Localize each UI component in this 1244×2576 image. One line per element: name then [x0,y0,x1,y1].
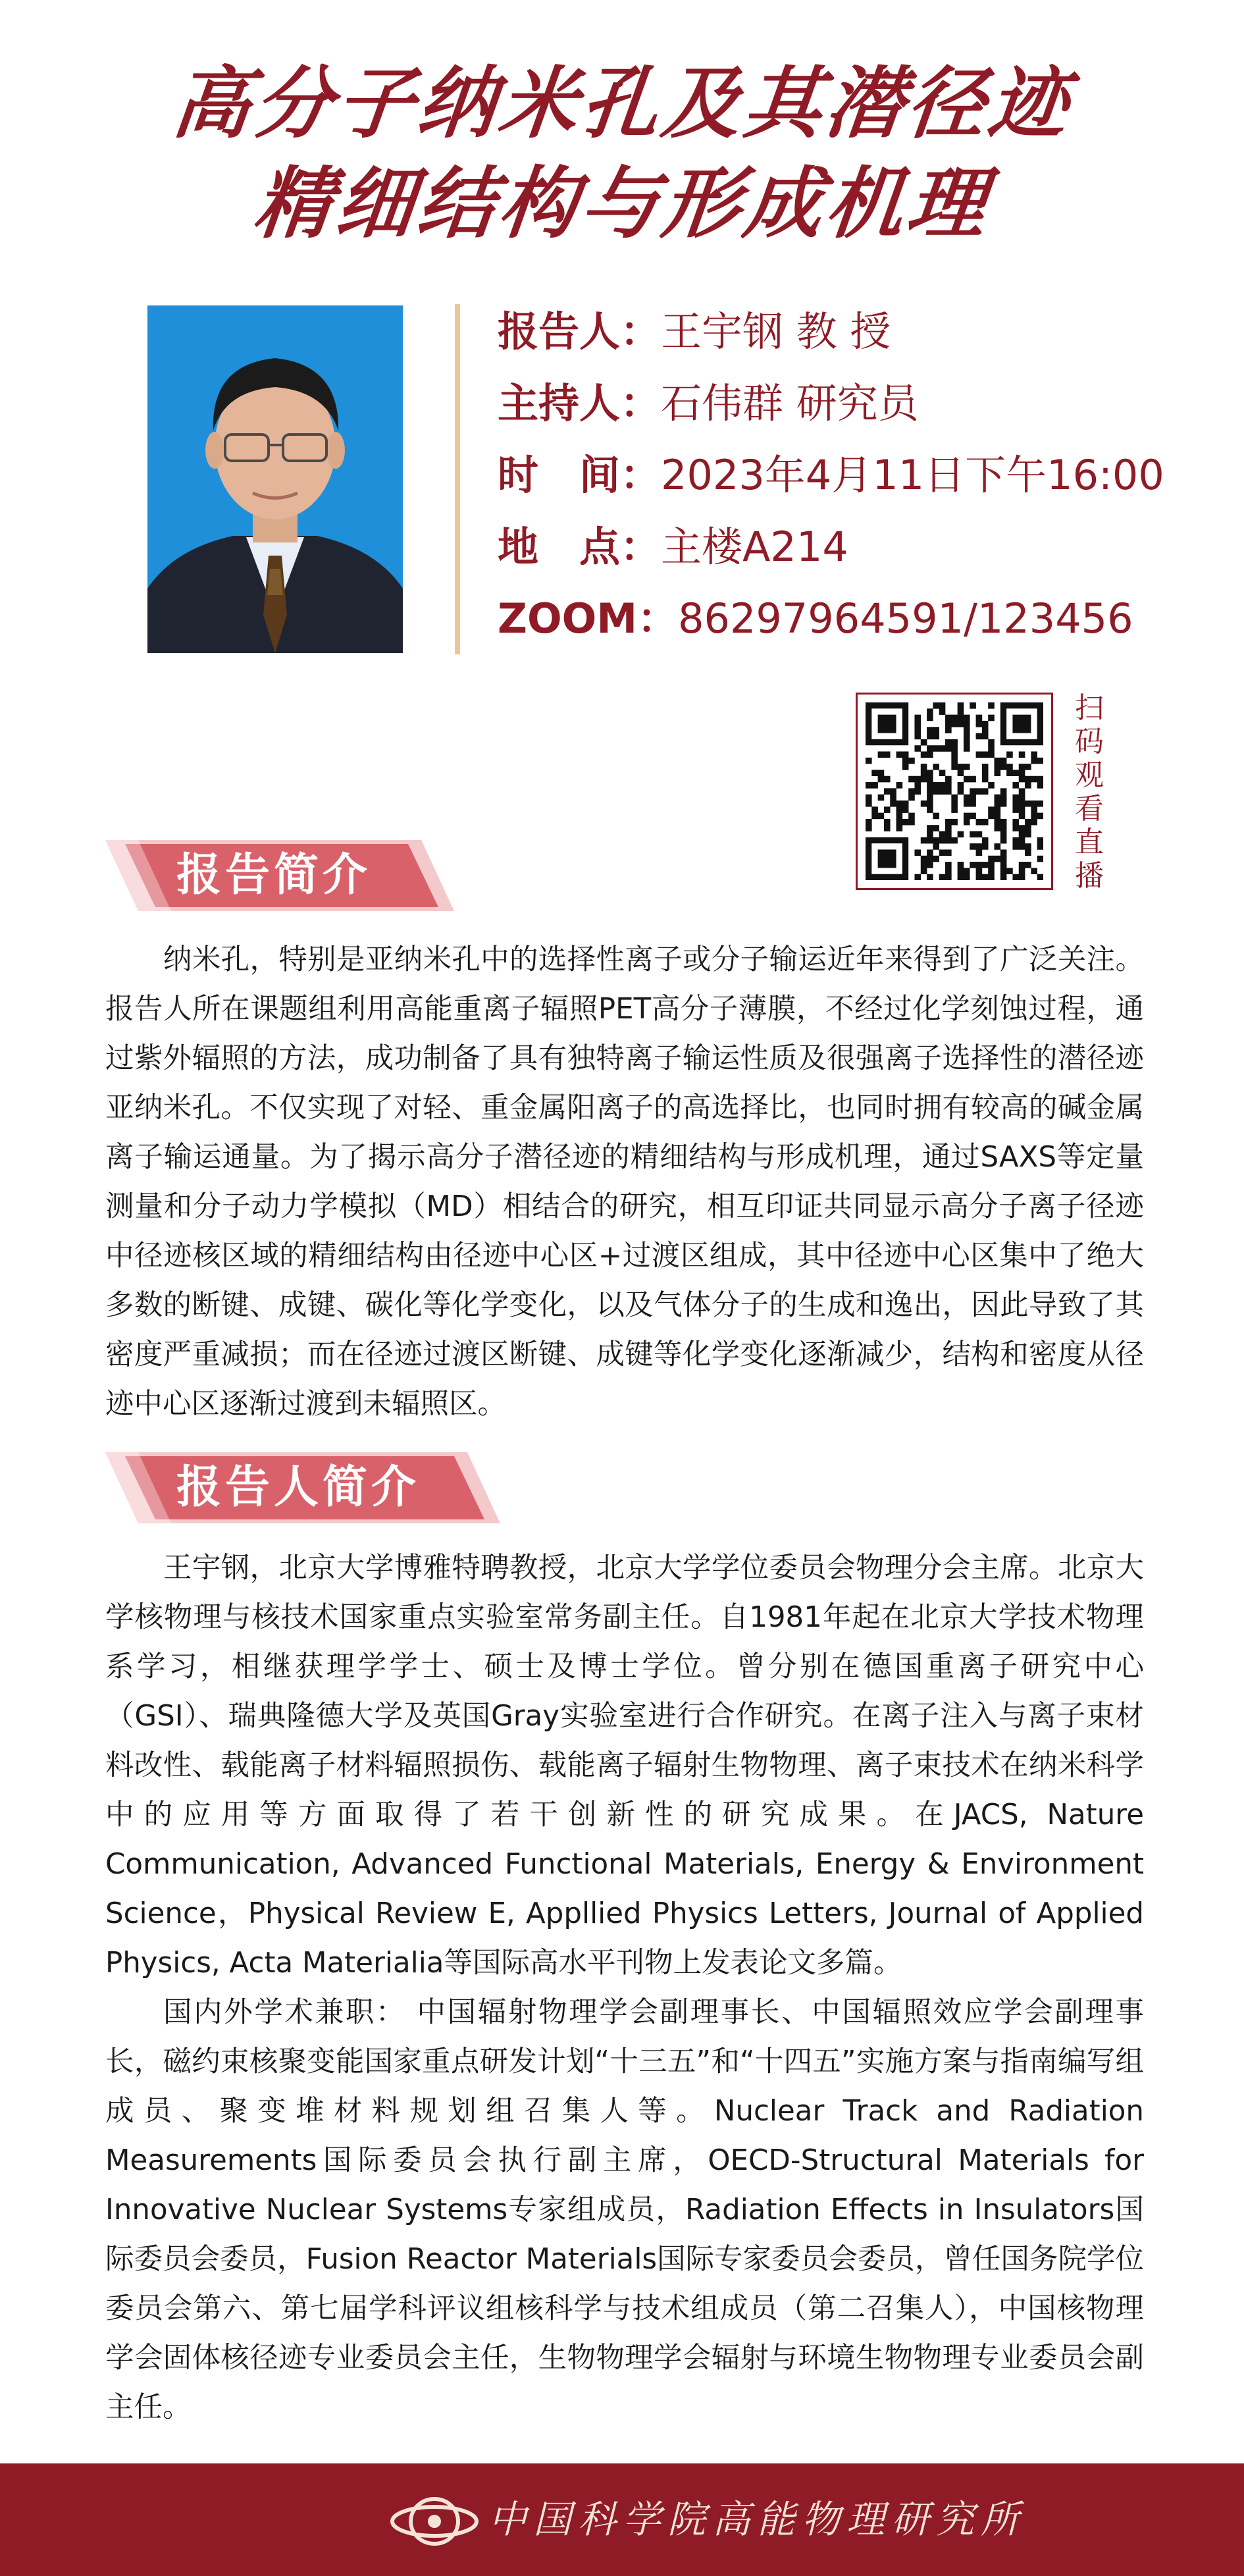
speaker-label: 报告人： [498,307,661,355]
info-divider [455,304,460,654]
institute-name: 中国科学院高能物理研究所 [488,2497,1026,2542]
host-label: 主持人： [498,379,661,427]
place-label: 地 点： [498,523,661,571]
speaker-value: 王宇钢 教 授 [661,307,891,355]
talk-abstract: 纳米孔，特别是亚纳米孔中的选择性离子或分子输运近年来得到了广泛关注。报告人所在课题组利用高能重离子辐照PET高分子薄膜，不经过化学刻蚀过程，通过紫外辐照的方法，成功制备了具有独特离子输运性质及很强离子选择性的潜径迹亚纳米孔。不仅实现了对轻、重金属阳离子的高选择比，也同时拥有较高的碱金属离子输运通量。为了揭示高分子潜径迹的精细结构与形成机理，通过SAXS等定量测量和分子动力学模拟（MD）相结合的研究，相互印证共同显示高分子离子径迹中径迹核区域的精细结构由径迹中心区+过渡区组成，其中径迹中心区集中了绝大多数的断键、成键、碳化等化学变化，以及气体分子的生成和逸出，因此导致了其密度严重减损；而在径迹过渡区断键、成键等化学变化逐渐减少，结构和密度从径迹中心区逐渐过渡到未辐照区。 [105,943,1144,1421]
host-value: 石伟群 研究员 [661,379,919,427]
place-row [498,521,848,573]
place-value: 主楼A214 [661,523,848,571]
speaker-bio-paragraph-1: 王宇钢，北京大学博雅特聘教授，北京大学学位委员会物理分会主席。北京大学核物理与核技术国家重点实验室常务副主任。自1981年起在北京大学技术物理系学习，相继获理学学士、硕士及博士学位。曾分别在德国重离子研究中心（GSI）、瑞典隆德大学及英国Gray实验室进行合作研究。在离子注入与离子束材料改性、载能离子材料辐照损伤、载能离子辐射生物物理、离子束技术在纳米科学中的应用等方面取得了若干创新性的研究成果。在JACS, Nature Communication, Advanced Functional Materials, Energy & Environment Science，Physical Review E, Appllied Physics Letters, Journal of Applied Physics, Acta Materialia等国际高水平刊物上发表论文多篇。 [105,1552,1144,1980]
zoom-value: 86297964591/123456 [678,594,1133,643]
speaker-row [498,305,891,358]
time-label: 时 间： [498,451,661,499]
zoom-row [498,592,1133,645]
host-row [498,377,919,430]
section-heading-talk [105,840,454,911]
time-value: 2023年4月11日下午16:00 [661,451,1164,499]
speaker-photo [147,305,403,653]
qr-code-icon [866,702,1043,880]
time-row [498,449,1164,502]
poster-title-line2: 精细结构与形成机理 [249,158,995,249]
section-heading-speaker [105,1452,500,1523]
qr-caption: 扫码观看直播 [1075,691,1104,893]
zoom-label: ZOOM： [498,594,679,643]
section-heading-speaker-text: 报告人简介 [176,1461,421,1513]
poster-title-line1: 高分子纳米孔及其潜径迹 [168,58,1076,149]
livestream-qr-code[interactable] [856,693,1053,890]
section-heading-talk-text: 报告简介 [176,849,372,901]
ihep-logo-icon [388,2492,480,2548]
footer-bar [0,2463,1244,2576]
speaker-bio-paragraph-2: 国内外学术兼职： 中国辐射物理学会副理事长、中国辐照效应学会副理事长，磁约束核聚变能国家重点研发计划“十三五”和“十四五”实施方案与指南编写组成员、聚变堆材料规划组召集人等。Nuclear Track and Radiation Measurements国际委员会执行副主席，OECD-Structural Materials for Innovative Nuclear Systems专家组成员，Radiation Effects in Insulators国际委员会委员，Fusion Reactor Materials国际专家委员会委员，曾任国务院学位委员会第六、第七届学科评议组核科学与技术组成员（第二召集人），中国核物理学会固体核径迹专业委员会主任，生物物理学会辐射与环境生物物理专业委员会副主任。 [105,1996,1144,2424]
